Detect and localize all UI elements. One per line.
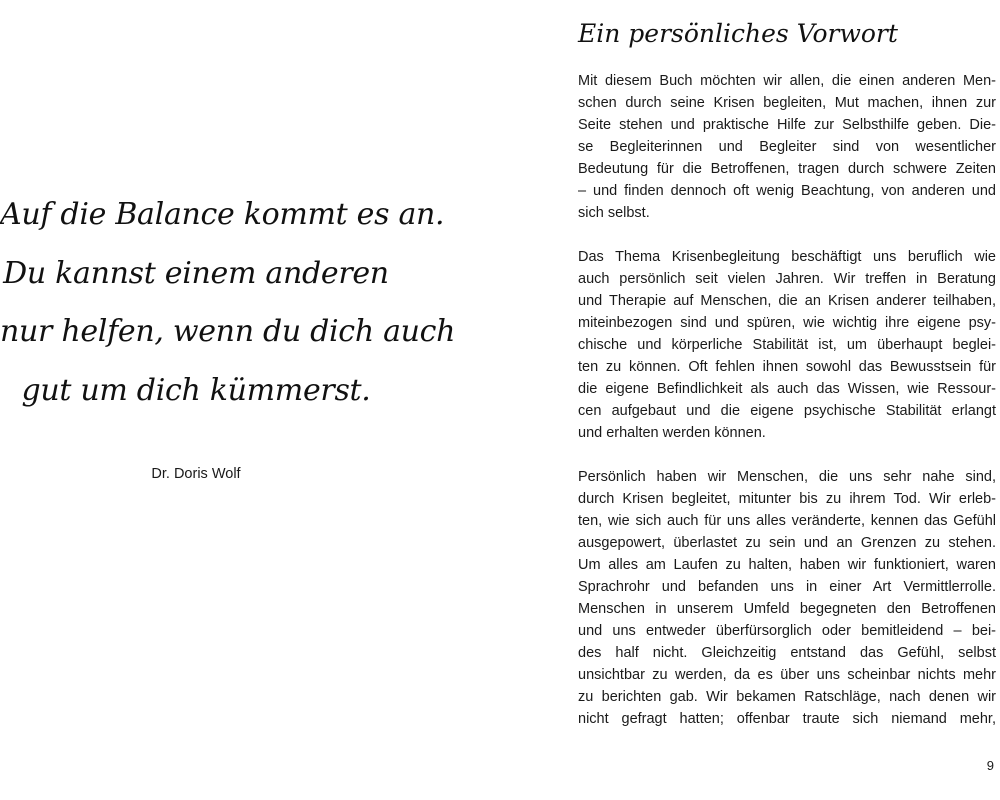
- text-line: ten zu können. Oft fehlen ihnen sowohl das Bewusstsein für: [578, 359, 996, 375]
- quote-line: gut um dich kümmerst.: [21, 372, 371, 408]
- chapter-title: Ein persönliches Vorwort: [578, 19, 898, 48]
- text-line: se Begleiterinnen und Begleiter sind von wesentlicher: [578, 139, 996, 155]
- text-line: und uns entweder überfürsorglich oder bemitleidend – bei-: [578, 623, 996, 639]
- text-line: Das Thema Krisenbegleitung beschäftigt uns beruflich wie: [578, 249, 996, 265]
- text-line: schen durch seine Krisen begleiten, Mut machen, ihnen zur: [578, 95, 996, 111]
- page-number: 9: [986, 758, 994, 773]
- text-line: Menschen in unserem Umfeld begegneten den Betroffenen: [578, 601, 996, 617]
- quote-line: Du kannst einem anderen: [3, 255, 389, 291]
- text-line: des half nicht. Gleichzeitig entstand das Gefühl, selbst: [578, 645, 996, 661]
- quote-line: nur helfen, wenn du dich auch: [0, 314, 456, 349]
- paragraph-1: [578, 70, 996, 224]
- text-line: miteinbezogen sind und spüren, wie wichtig ihre eigene psy-: [578, 315, 996, 331]
- text-line: und erhalten werden können.: [578, 425, 766, 441]
- text-line: unsichtbar zu werden, da es über uns scheinbar nichts mehr: [578, 667, 996, 683]
- text-line: Bedeutung für die Betroffenen, tragen durch schwere Zeiten: [578, 161, 996, 177]
- text-line: Um alles am Laufen zu halten, haben wir funktioniert, waren: [578, 557, 996, 573]
- quote-line: Auf die Balance kommt es an.: [0, 197, 445, 232]
- text-line: ausgepowert, überlastet zu sein und an Grenzen zu stehen.: [578, 535, 996, 551]
- text-line: sich selbst.: [578, 205, 650, 221]
- text-line: Persönlich haben wir Menschen, die uns sehr nahe sind,: [578, 469, 996, 485]
- quote-author: Dr. Doris Wolf: [151, 466, 241, 482]
- text-line: chische und körperliche Stabilität ist, um überhaupt beglei-: [578, 337, 996, 353]
- text-line: cen aufgebaut und die eigene psychische Stabilität erlangt: [578, 403, 996, 419]
- paragraph-2: [578, 246, 996, 444]
- text-line: Sprachrohr und befanden uns in einer Art Vermittlerrolle.: [578, 579, 996, 595]
- text-line: die eigene Befindlichkeit als auch das Wissen, wie Ressour-: [578, 381, 996, 397]
- text-line: durch Krisen begleitet, mitunter bis zu ihrem Tod. Wir erleb-: [578, 491, 996, 507]
- text-line: zu berichten gab. Wir bekamen Ratschläge, nach denen wir: [578, 689, 996, 705]
- paragraph-3: [578, 466, 996, 730]
- text-line: Mit diesem Buch möchten wir allen, die einen anderen Men-: [578, 73, 996, 89]
- epigraph-quote: [0, 186, 456, 420]
- text-line: Seite stehen und praktische Hilfe zur Selbsthilfe geben. Die-: [578, 117, 996, 133]
- text-line: ten, wie sich auch für uns alles veränderte, kennen das Gefühl: [578, 513, 996, 529]
- text-line: nicht gefragt hatten; offenbar traute sich niemand mehr,: [578, 711, 996, 727]
- body-text: [578, 70, 996, 752]
- text-line: – und finden dennoch oft wenig Beachtung, von anderen und: [578, 183, 996, 199]
- text-line: und Therapie auf Menschen, die an Krisen anderer teilhaben,: [578, 293, 996, 309]
- text-line: auch persönlich seit vielen Jahren. Wir treffen in Beratung: [578, 271, 996, 287]
